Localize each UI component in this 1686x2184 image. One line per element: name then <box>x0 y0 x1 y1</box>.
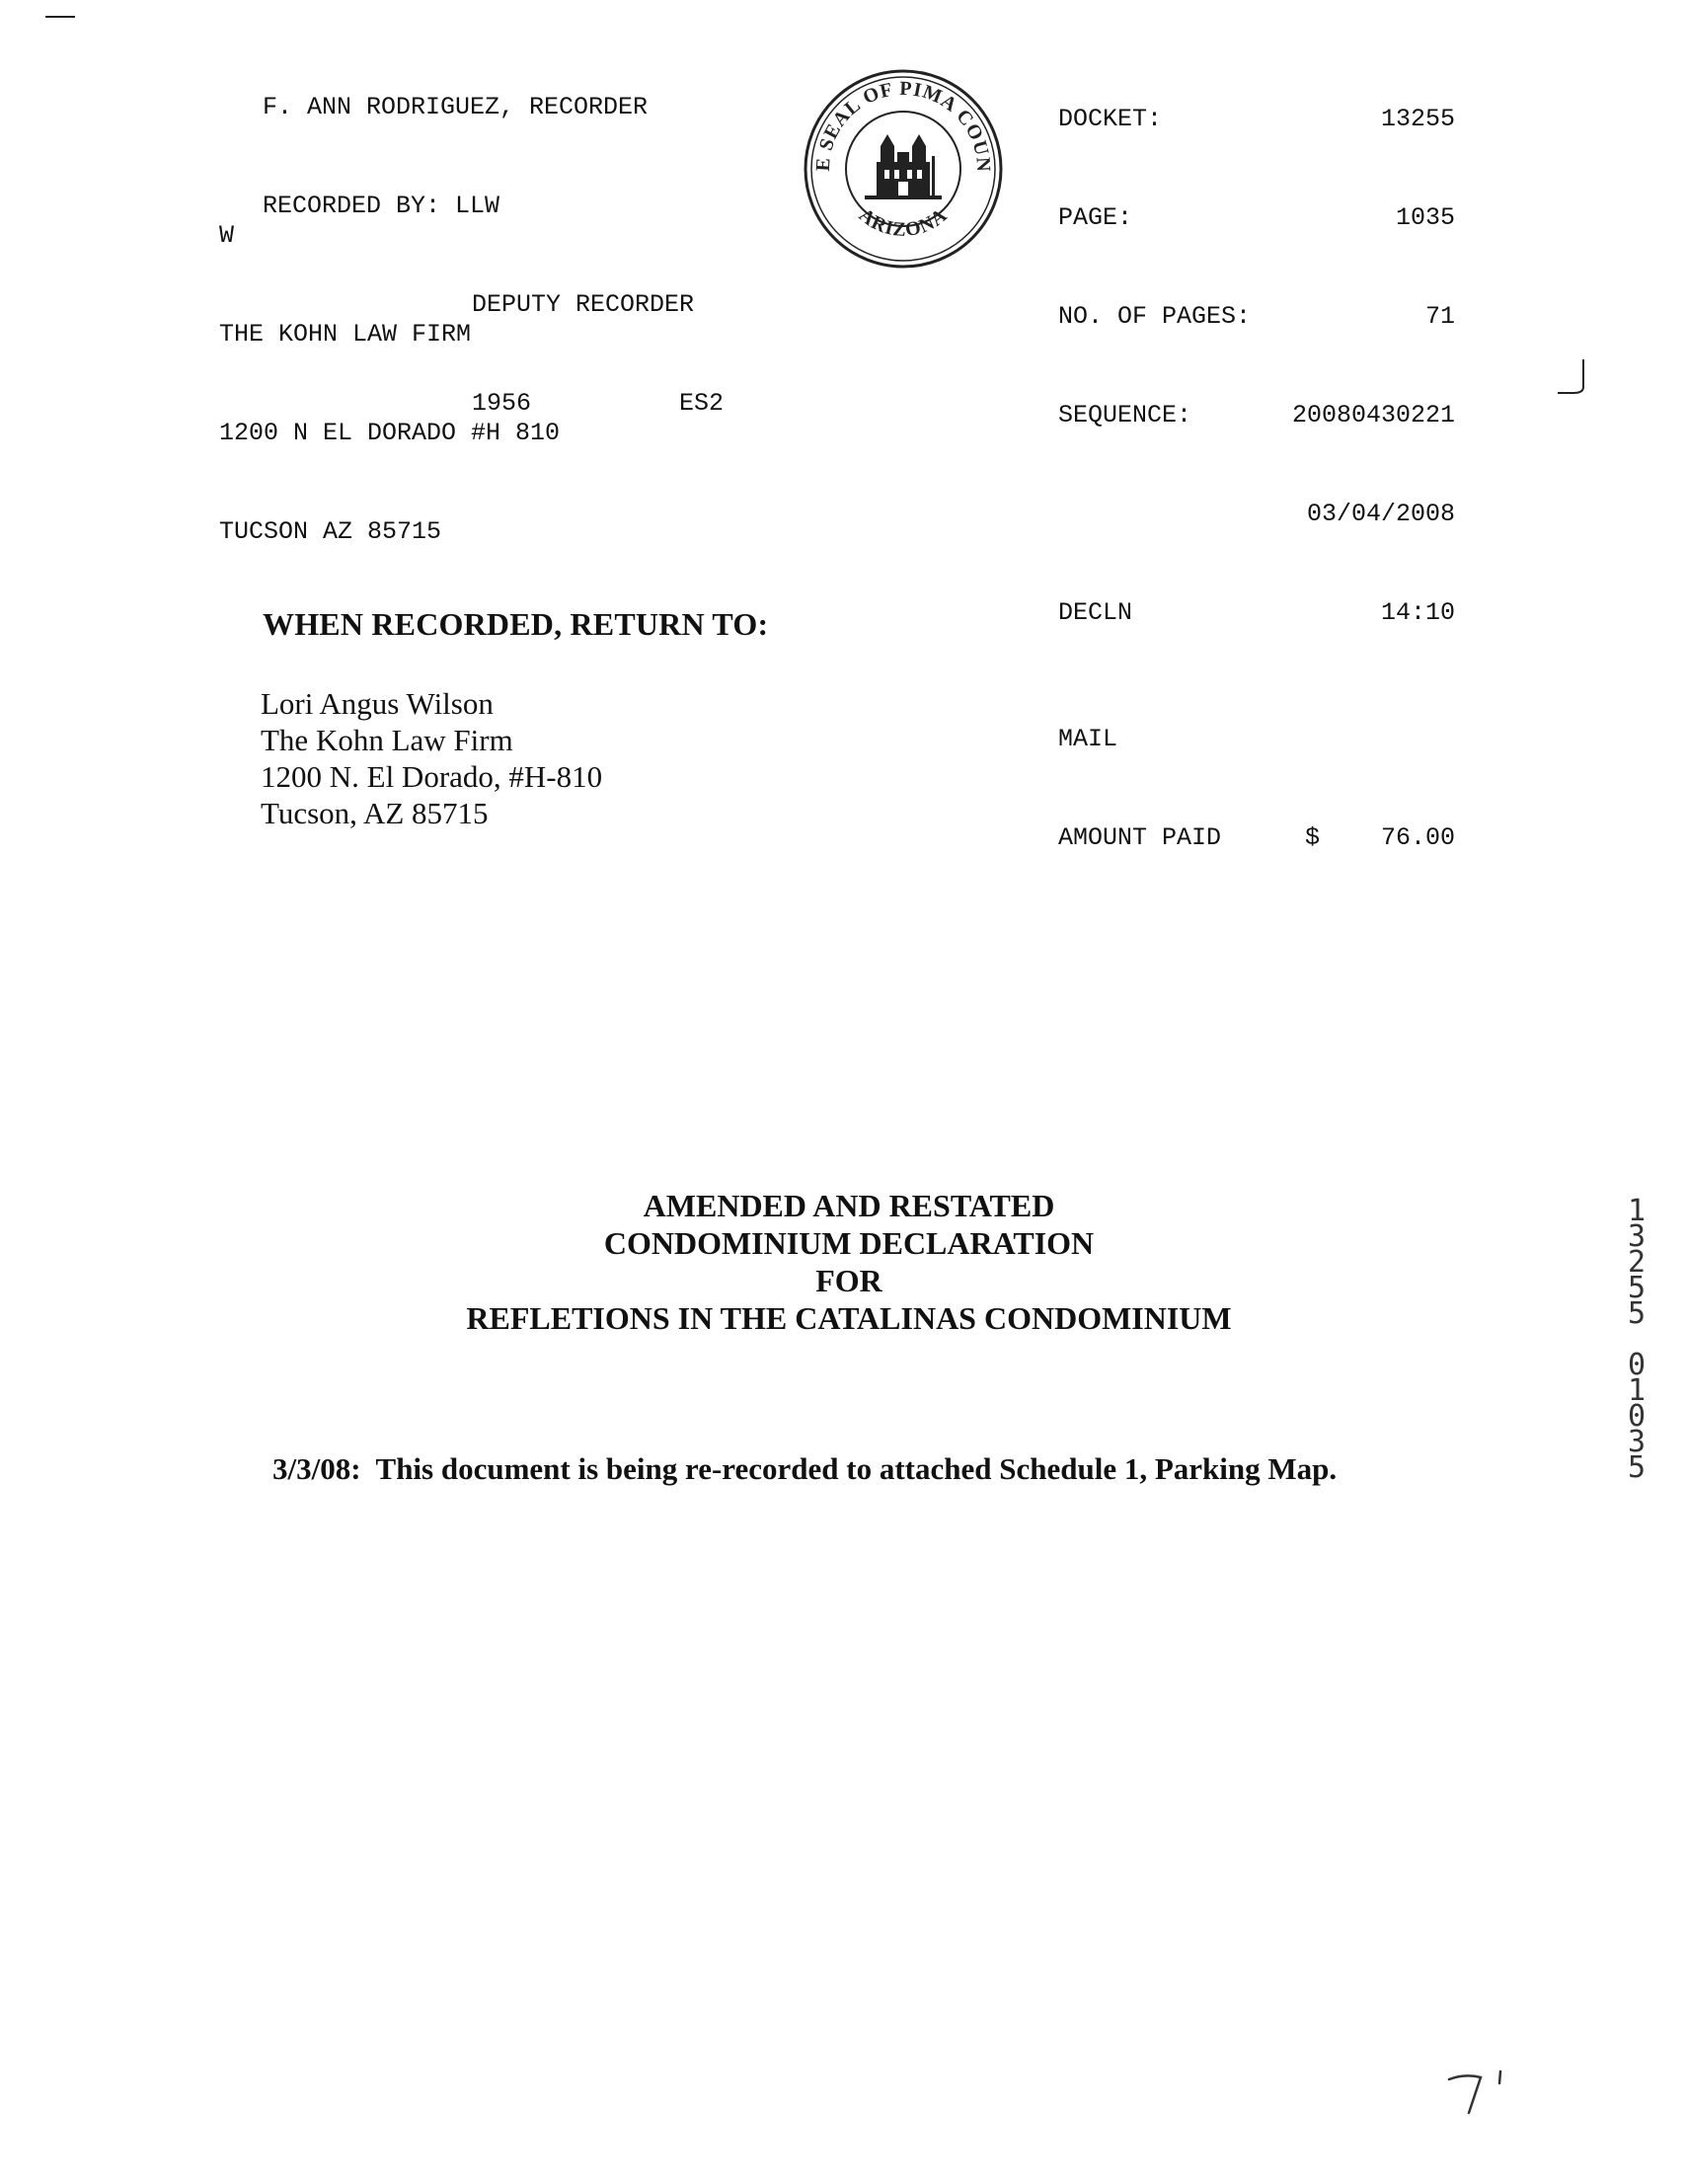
amount-label: AMOUNT PAID <box>1058 823 1222 852</box>
mail-to-address <box>219 154 560 582</box>
mail-marker: W <box>219 221 235 250</box>
handwritten-mark <box>1447 2069 1512 2117</box>
deputy-recorder: DEPUTY RECORDER <box>472 290 695 319</box>
svg-text:ARIZONA <box>855 204 952 241</box>
title-line-4: REFLETIONS IN THE CATALINAS CONDOMINIUM <box>466 1300 1232 1336</box>
mail-label: MAIL <box>1058 725 1118 753</box>
recorder-name: F. ANN RODRIGUEZ, RECORDER <box>263 93 649 121</box>
docket-row <box>1058 103 1455 136</box>
date-row <box>1058 498 1455 531</box>
docket-info <box>1058 38 1455 888</box>
sequence-value: 20080430221 <box>1291 401 1455 429</box>
amount-row <box>1058 821 1455 855</box>
scan-mark <box>45 16 75 18</box>
page-row <box>1058 201 1455 235</box>
document-type: DECLN <box>1058 598 1133 627</box>
return-firm: The Kohn Law Firm <box>261 723 513 757</box>
return-city: Tucson, AZ 85715 <box>261 796 489 830</box>
title-line-3: FOR <box>815 1263 882 1298</box>
sequence-row <box>1058 399 1455 432</box>
re-record-note <box>272 1451 1337 1487</box>
docket-value: 13255 <box>1380 105 1455 133</box>
title-line-2: CONDOMINIUM DECLARATION <box>603 1225 1095 1261</box>
recorded-time: 14:10 <box>1380 598 1455 627</box>
recorded-date: 03/04/2008 <box>1306 500 1455 528</box>
county-seal-icon <box>800 65 1007 273</box>
side-stamp-number: 1 3 2 5 5 0 1 0 3 5 <box>1627 1194 1647 1485</box>
recorded-by: RECORDED BY: LLW <box>263 192 500 220</box>
svg-text:THE SEAL OF PIMA COUNTY <box>800 65 994 173</box>
page-label: PAGE: <box>1058 203 1133 232</box>
recorder-code-number: 1956 <box>472 389 532 418</box>
mail-to-street: 1200 N EL DORADO #H 810 <box>219 419 561 447</box>
amount-value: 76.00 <box>1380 823 1455 852</box>
sequence-label: SEQUENCE: <box>1058 401 1192 429</box>
mail-row <box>1058 723 1455 756</box>
county-seal <box>800 65 1007 273</box>
seal-bottom-text: ARIZONA <box>854 203 953 242</box>
return-street: 1200 N. El Dorado, #H-810 <box>261 759 603 794</box>
docket-label: DOCKET: <box>1058 105 1163 133</box>
type-row <box>1058 596 1455 630</box>
document-title <box>336 1187 1362 1337</box>
amount-currency: $ <box>1305 823 1321 852</box>
pages-label: NO. OF PAGES: <box>1058 302 1252 331</box>
pages-row <box>1058 300 1455 334</box>
page-value: 1035 <box>1395 203 1455 232</box>
pages-value: 71 <box>1424 302 1455 331</box>
handwritten-signature-icon <box>1447 2069 1512 2117</box>
return-name: Lori Angus Wilson <box>261 686 494 721</box>
seal-top-text: E SEAL OF PIMA COUN <box>811 77 995 174</box>
note-date: 3/3/08: <box>272 1451 361 1486</box>
return-to-heading: WHEN RECORDED, RETURN TO: <box>263 606 769 642</box>
bracket-mark-icon <box>1556 357 1591 397</box>
mail-to-firm: THE KOHN LAW FIRM <box>219 320 472 349</box>
return-to-address <box>261 685 602 831</box>
mail-to-city: TUCSON AZ 85715 <box>219 517 442 546</box>
title-line-1: AMENDED AND RESTATED <box>643 1188 1055 1223</box>
note-text: This document is being re-recorded to attached Schedule 1, Parking Map. <box>375 1451 1338 1486</box>
recorder-station: ES2 <box>679 389 725 418</box>
